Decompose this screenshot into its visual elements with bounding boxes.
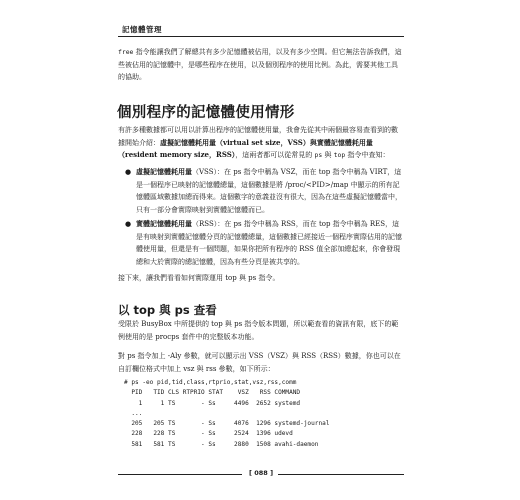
section1-paragraph [118, 124, 404, 162]
code-line: 228 228 TS - Ss 2524 1396 udevd [124, 430, 293, 438]
code-line: 205 205 TS - Ss 4076 1296 systemd-journal [124, 420, 330, 428]
rss-term: 實體記憶體耗用量（resident memory size，RSS） [118, 137, 373, 159]
list-text: （RSS）：在 ps 指令中稱為 RSS，而在 top 指令中稱為 RES，這是有映射到實體記憶體分頁的記憶體總量，這個數據已經接近一個程序實際佔用的記憶體使用量，但還是有一個問題，如果你把所有程序的 RSS 值全部加總起來，你會發現總和大於實際的總記憶體，因為有些分頁是被共享的。 [136, 220, 402, 266]
code-line: 581 581 TS - Ss 2880 1508 avahi-daemon [124, 440, 319, 448]
list-item-rss [118, 218, 404, 268]
bullet-icon: ● [125, 220, 132, 228]
section2-paragraph-1: 受限於 BusyBox 中所提供的 top 與 ps 指令版本問題，所以範查看的資訊有限，底下的範例使用的是 procps 套件中的完整版本功能。 [118, 320, 399, 341]
section-heading-per-process-memory: 個別程序的記憶體使用情形 [117, 105, 295, 121]
metric-list [118, 166, 404, 270]
footer-rule-right [278, 474, 404, 475]
list-term: 虛擬記憶體耗用量 [136, 167, 192, 176]
section1-text-b: ，這兩者都可以從常見的 [235, 151, 315, 159]
code-line: # ps -eo pid,tid,class,rtprio,stat,vsz,rss,comm [124, 379, 297, 386]
code-line: 1 1 TS - Ss 4496 2652 systemd [124, 399, 301, 407]
inline-code-ps: ps [314, 151, 323, 159]
inline-code-free: free [118, 48, 134, 56]
list-text: （VSS）：在 ps 指令中稱為 VSZ，而在 top 指令中稱為 VIRT，這是一個程序已映射的記憶體總量，這個數據是將 /proc/<PID>/map 中顯示的所有記憶體區域數據加總而得來。這個數字的意義並沒有很大，因為在這些虛擬記憶體當中，只有一部分會實際映射到實體記憶體而已。 [136, 168, 402, 214]
intro-paragraph [118, 46, 404, 84]
header-rule [118, 36, 404, 37]
intro-text: 指令能讓我們了解總共有多少記憶體被佔用，以及有多少空間。但它無法告訴我們，這些被佔用的記憶體中，是哪些程序在使用，以及個別程序的使用比例。為此，需要其他工具的協助。 [118, 48, 402, 81]
list-term: 實體記憶體耗用量 [136, 219, 192, 228]
page-number: [ 088 ] [249, 469, 274, 477]
closing-paragraph: 接下來，讓我們看看如何實際運用 top 與 ps 指令。 [118, 274, 280, 282]
and-word: 與 [309, 137, 317, 147]
section1-text-d: 指令中查知： [345, 151, 390, 159]
code-line: ... [124, 409, 143, 417]
section-heading-top-ps: 以 top 與 ps 查看 [118, 303, 217, 317]
section1-text-c: 與 [322, 151, 334, 159]
code-line: PID TID CLS RTPRIO STAT VSZ RSS COMMAND [124, 389, 301, 397]
bullet-icon: ● [125, 168, 132, 176]
section2-paragraph-2: 對 ps 指令加上 -Aly 參數，就可以顯示出 VSS（VSZ）與 RSS（RSS）數據，你也可以在自訂欄位格式中加上 vsz 與 rss 參數，如下所示： [118, 352, 401, 373]
vss-term: 虛擬記憶體耗用量（virtual set size，VSS） [160, 137, 310, 147]
footer-rule-left [118, 474, 242, 475]
inline-code-top: top [333, 151, 346, 159]
section1-text-a: 有許多種數據都可以用以計算出程序的記憶體使用量，我會先從其中兩個最容易查看到的數據開始介紹： [118, 126, 398, 147]
running-head: 記憶體管理 [122, 25, 162, 34]
code-listing [124, 378, 329, 450]
list-item-vss [118, 166, 404, 216]
